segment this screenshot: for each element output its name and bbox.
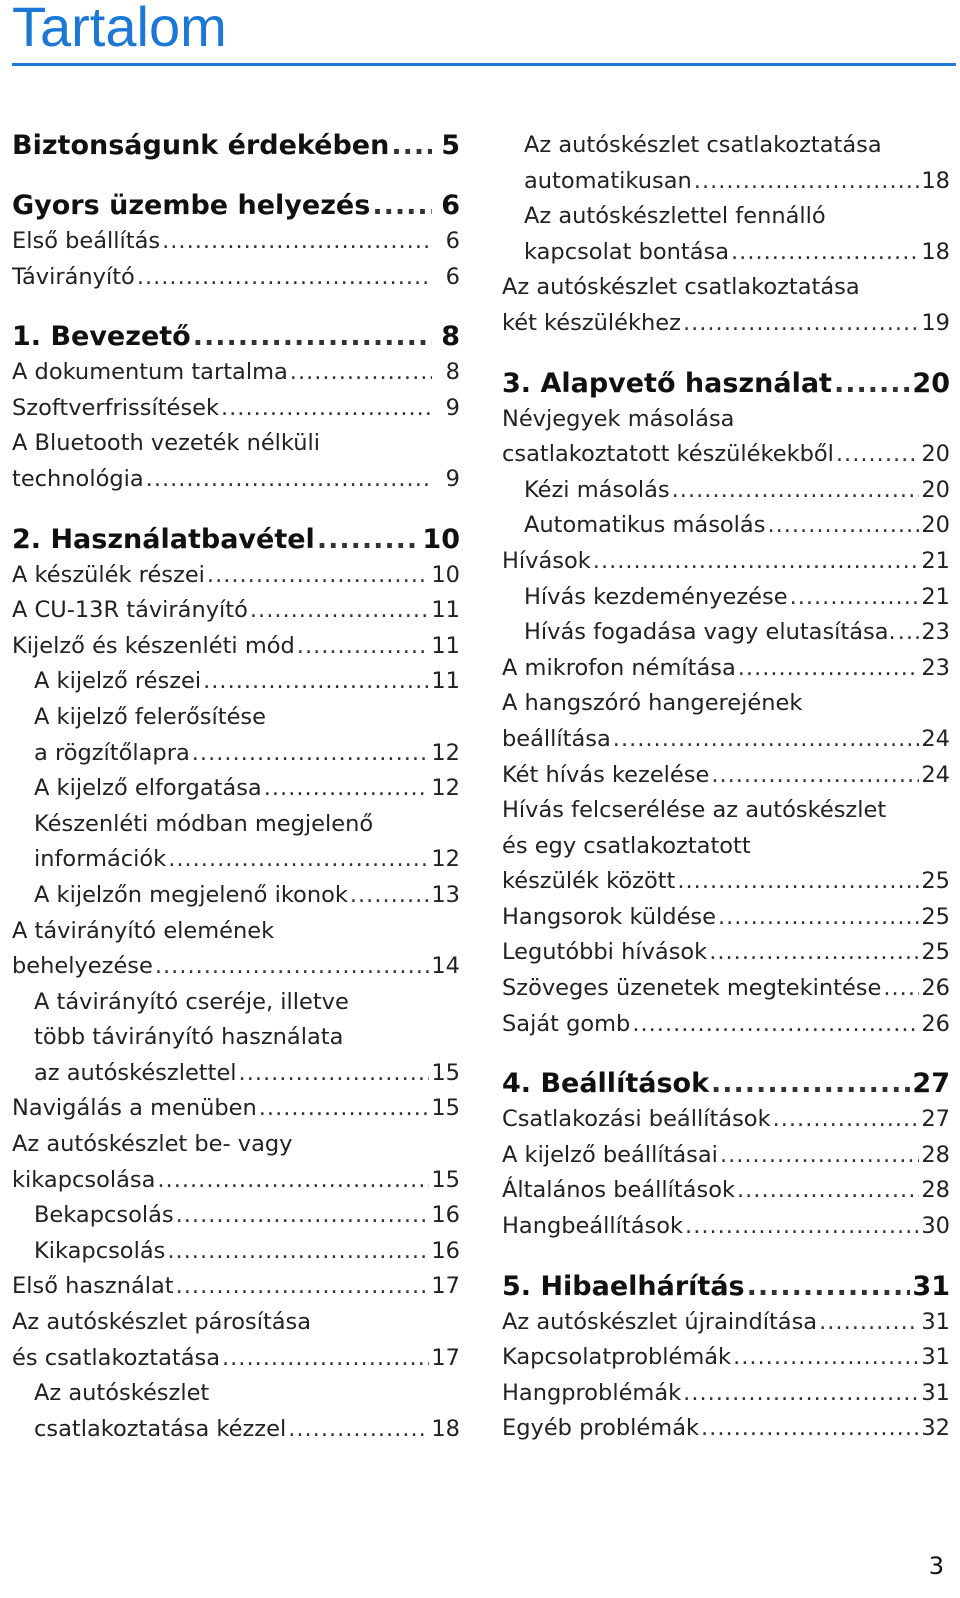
dot-leader bbox=[767, 508, 919, 544]
toc-entry-elso-hasznalat[interactable] bbox=[12, 1269, 460, 1305]
toc-entry-text-line: Az autóskészlet párosítása bbox=[12, 1309, 312, 1336]
toc-entry-informaciok[interactable] bbox=[12, 807, 460, 878]
toc-entry-keszulek-kozott[interactable] bbox=[502, 793, 950, 900]
toc-page-number: 15 bbox=[431, 1166, 460, 1193]
toc-entry-title: csatlakoztatott készülékekből bbox=[502, 441, 834, 468]
toc-right-column bbox=[502, 128, 950, 1447]
toc-entry-title: A dokumentum tartalma bbox=[12, 359, 288, 386]
toc-entry-text-line: Hívás felcserélése az autóskészlet bbox=[502, 797, 887, 824]
toc-entry-title: 3. Alapvető használat bbox=[502, 367, 832, 399]
toc-page-number: 17 bbox=[431, 1344, 460, 1371]
toc-entry-title: kikapcsolása bbox=[12, 1166, 156, 1193]
toc-page-number: 25 bbox=[921, 939, 950, 966]
toc-entry-title: A készülék részei bbox=[12, 561, 205, 588]
toc-entry-sajat-gomb[interactable] bbox=[502, 1007, 950, 1043]
toc-entry-szoveges-uzenetek-megtekintese[interactable] bbox=[502, 971, 950, 1007]
toc-entry-title: Hívás fogadása vagy elutasítása. bbox=[524, 619, 896, 646]
toc-entry-kezi-masolas[interactable] bbox=[502, 473, 950, 509]
toc-section-3-alapveto-hasznalat[interactable] bbox=[502, 366, 950, 402]
toc-entry-title: Első használat bbox=[12, 1273, 174, 1300]
toc-entry-title: Hangsorok küldése bbox=[502, 903, 716, 930]
toc-page-number: 23 bbox=[921, 654, 950, 681]
toc-entry-a-kijelzo-reszei[interactable] bbox=[12, 664, 460, 700]
dot-leader bbox=[207, 558, 429, 594]
dot-leader bbox=[711, 1066, 910, 1102]
toc-entry-behelyezese[interactable] bbox=[12, 914, 460, 985]
toc-entry-title: Automatikus másolás bbox=[524, 512, 766, 539]
dot-leader bbox=[391, 128, 432, 164]
dot-leader bbox=[221, 391, 432, 427]
dot-leader bbox=[288, 1412, 429, 1448]
toc-entry-title: A kijelzőn megjelenő ikonok bbox=[34, 881, 348, 908]
page-title: Tartalom bbox=[12, 0, 227, 58]
toc-section-biztonsagunk-erdekeben[interactable] bbox=[12, 128, 460, 164]
toc-entry-title: Szoftverfrissítések bbox=[12, 394, 219, 421]
toc-entry-title: Az autóskészlet újraindítása bbox=[502, 1308, 818, 1335]
toc-entry-egyeb-problemak[interactable] bbox=[502, 1411, 950, 1447]
toc-entry-title: Egyéb problémák bbox=[502, 1415, 700, 1442]
toc-section-gyors-uzembe-helyezes[interactable] bbox=[12, 188, 460, 224]
toc-page-number: 5 bbox=[441, 130, 460, 161]
toc-entry-title: A kijelző beállításai bbox=[502, 1141, 718, 1168]
dot-leader bbox=[683, 1376, 919, 1412]
toc-page-number: 28 bbox=[921, 1177, 950, 1204]
toc-page-number: 31 bbox=[921, 1308, 950, 1335]
toc-entry-title: Szöveges üzenetek megtekintése bbox=[502, 975, 882, 1002]
dot-leader bbox=[157, 1163, 429, 1199]
toc-entry-title: technológia bbox=[12, 465, 144, 492]
toc-page-number: 8 bbox=[441, 321, 460, 353]
dot-leader bbox=[738, 651, 920, 687]
dot-leader bbox=[297, 629, 430, 665]
toc-entry-title: beállítása bbox=[502, 725, 611, 752]
dot-leader bbox=[898, 615, 920, 651]
toc-entry-title: behelyezése bbox=[12, 953, 153, 980]
dot-leader bbox=[733, 1340, 919, 1376]
toc-entry-elso-beallitas[interactable] bbox=[12, 224, 460, 260]
toc-page-number: 23 bbox=[921, 619, 950, 646]
toc-page-number: 6 bbox=[445, 228, 460, 254]
dot-leader bbox=[632, 1007, 919, 1043]
toc-page-number: 10 bbox=[422, 523, 460, 555]
toc-entry-a-dokumentum-tartalma[interactable] bbox=[12, 355, 460, 391]
toc-entry-csatlakoztatasa-kezzel[interactable] bbox=[12, 1376, 460, 1447]
toc-entry-navigalas-a-menuben[interactable] bbox=[12, 1091, 460, 1127]
dot-leader bbox=[718, 900, 919, 936]
toc-entry-title: Kézi másolás bbox=[524, 476, 670, 503]
toc-page-number: 12 bbox=[431, 846, 460, 873]
dot-leader bbox=[672, 473, 920, 509]
dot-leader bbox=[259, 1091, 430, 1127]
toc-entry-title: az autóskészlettel bbox=[34, 1059, 237, 1086]
toc-entry-hangsorok-kuldese[interactable] bbox=[502, 900, 950, 936]
toc-page-number: 20 bbox=[921, 441, 950, 468]
toc-section-2-hasznalatbavetel[interactable] bbox=[12, 522, 460, 558]
dot-leader bbox=[162, 224, 432, 260]
dot-leader bbox=[317, 522, 421, 558]
toc-entry-a-kijelzon-megjeleno-ikonok[interactable] bbox=[12, 878, 460, 914]
toc-entry-title: két készülékhez bbox=[502, 309, 681, 336]
toc-entry-title: A mikrofon némítása bbox=[502, 654, 736, 681]
toc-page-number: 20 bbox=[912, 367, 950, 399]
toc-page-number: 12 bbox=[431, 775, 460, 802]
toc-page-number: 11 bbox=[431, 597, 460, 624]
toc-entry-title: Két hívás kezelése bbox=[502, 761, 710, 788]
toc-entry-title: Legutóbbi hívások bbox=[502, 939, 708, 966]
toc-page-number: 31 bbox=[912, 1270, 950, 1302]
page-number: 3 bbox=[928, 1552, 944, 1580]
toc-entry-text-line: Névjegyek másolása bbox=[502, 405, 735, 432]
dot-leader bbox=[264, 771, 430, 807]
toc-entry-title: Gyors üzembe helyezés bbox=[12, 190, 371, 221]
dot-leader bbox=[193, 319, 432, 355]
toc-entry-title: Kijelző és készenléti mód bbox=[12, 632, 295, 659]
toc-entry-kikapcsolas[interactable] bbox=[12, 1234, 460, 1270]
dot-leader bbox=[747, 1269, 911, 1305]
dot-leader bbox=[146, 462, 432, 498]
toc-entry-text-line: Az autóskészlet csatlakoztatása bbox=[502, 274, 860, 301]
toc-entry-title: Navigálás a menüben bbox=[12, 1095, 257, 1122]
dot-leader bbox=[168, 842, 429, 878]
toc-entry-title: A CU-13R távirányító bbox=[12, 597, 248, 624]
toc-entry-title: Első beállítás bbox=[12, 228, 161, 254]
toc-entry-title: csatlakoztatása kézzel bbox=[34, 1415, 287, 1442]
toc-entry-a-mikrofon-nemitasa[interactable] bbox=[502, 651, 950, 687]
toc-page-number: 26 bbox=[921, 1010, 950, 1037]
dot-leader bbox=[290, 355, 432, 391]
toc-entry-text-line: A hangszóró hangerejének bbox=[502, 690, 803, 717]
toc-page-number: 17 bbox=[431, 1273, 460, 1300]
dot-leader bbox=[239, 1056, 430, 1092]
dot-leader bbox=[372, 188, 432, 224]
dot-leader bbox=[176, 1198, 430, 1234]
dot-leader bbox=[790, 580, 920, 616]
toc-entry-title: A kijelző részei bbox=[34, 668, 202, 695]
toc-entry-text-line: és egy csatlakoztatott bbox=[502, 832, 751, 859]
toc-entry-title: Távirányító bbox=[12, 263, 135, 290]
toc-entry-title: Hívás kezdeményezése bbox=[524, 583, 788, 610]
toc-entry-title: kapcsolat bontása bbox=[524, 238, 730, 265]
toc-page-number: 18 bbox=[921, 167, 950, 194]
toc-page-number: 15 bbox=[431, 1059, 460, 1086]
toc-entry-title: Kikapcsolás bbox=[34, 1237, 166, 1264]
dot-leader bbox=[711, 758, 919, 794]
toc-entry-title: 5. Hibaelhárítás bbox=[502, 1270, 745, 1302]
toc-entry-a-kijelzo-beallitasai[interactable] bbox=[502, 1138, 950, 1174]
toc-entry-text-line: Készenléti módban megjelenő bbox=[34, 810, 374, 837]
toc-page-number: 13 bbox=[431, 881, 460, 908]
toc-entry-title: 4. Beállítások bbox=[502, 1068, 710, 1100]
toc-page-number: 27 bbox=[921, 1106, 950, 1133]
toc-entry-title: Hívások bbox=[502, 547, 591, 574]
toc-entry-title: Bekapcsolás bbox=[34, 1202, 174, 1229]
toc-page-number: 25 bbox=[921, 903, 950, 930]
toc-entry-es-csatlakoztatasa[interactable] bbox=[12, 1305, 460, 1376]
toc-page-number: 14 bbox=[431, 953, 460, 980]
toc-page-number: 26 bbox=[921, 975, 950, 1002]
toc-entry-a-rogzitolapra[interactable] bbox=[12, 700, 460, 771]
toc-entry-hangproblemak[interactable] bbox=[502, 1376, 950, 1412]
dot-leader bbox=[694, 164, 920, 200]
toc-page-number: 6 bbox=[445, 263, 460, 290]
toc-entry-kapcsolatproblemak[interactable] bbox=[502, 1340, 950, 1376]
toc-page-number: 21 bbox=[921, 547, 950, 574]
toc-page-number: 31 bbox=[921, 1344, 950, 1371]
dot-leader bbox=[883, 971, 919, 1007]
toc-entry-title: Kapcsolatproblémák bbox=[502, 1344, 732, 1371]
toc-page-number: 30 bbox=[921, 1213, 950, 1240]
toc-entry-text-line: A távirányító cseréje, illetve bbox=[34, 988, 349, 1015]
toc-entry-ket-keszulekhez[interactable] bbox=[502, 270, 950, 341]
toc-entry-text-line: A távirányító elemének bbox=[12, 917, 275, 944]
dot-leader bbox=[685, 1209, 919, 1245]
dot-leader bbox=[701, 1411, 919, 1447]
toc-entry-a-kijelzo-elforgatasa[interactable] bbox=[12, 771, 460, 807]
dot-leader bbox=[731, 235, 919, 271]
toc-entry-title: készülék között bbox=[502, 868, 676, 895]
dot-leader bbox=[720, 1138, 919, 1174]
toc-entry-title: 1. Bevezető bbox=[12, 321, 191, 353]
toc-entry-altalanos-beallitasok[interactable] bbox=[502, 1173, 950, 1209]
title-divider bbox=[12, 63, 956, 66]
toc-entry-automatikusan[interactable] bbox=[502, 128, 950, 199]
toc-page-number: 11 bbox=[431, 668, 460, 695]
toc-page-number: 18 bbox=[431, 1415, 460, 1442]
dot-leader bbox=[613, 722, 920, 758]
toc-page-number: 28 bbox=[921, 1141, 950, 1168]
dot-leader bbox=[737, 1173, 919, 1209]
toc-page-number: 20 bbox=[921, 512, 950, 539]
toc-entry-az-autoskeszlettel[interactable] bbox=[12, 985, 460, 1092]
toc-entry-title: Biztonságunk érdekében bbox=[12, 130, 390, 161]
toc-page-number: 32 bbox=[921, 1415, 950, 1442]
toc-page-number: 20 bbox=[921, 476, 950, 503]
toc-entry-az-autoskeszlet-ujrainditasa[interactable] bbox=[502, 1305, 950, 1341]
dot-leader bbox=[773, 1102, 920, 1138]
toc-page-number: 15 bbox=[431, 1095, 460, 1122]
toc-page-number: 25 bbox=[921, 868, 950, 895]
toc-page-number: 31 bbox=[921, 1379, 950, 1406]
toc-entry-title: Általános beállítások bbox=[502, 1177, 735, 1204]
toc-entry-text-line: Az autóskészlettel fennálló bbox=[524, 203, 826, 230]
toc-entry-a-keszulek-reszei[interactable] bbox=[12, 558, 460, 594]
dot-leader bbox=[137, 260, 432, 296]
toc-entry-legutobbi-hivasok[interactable] bbox=[502, 935, 950, 971]
toc-entry-a-cu-13r-taviranyito[interactable] bbox=[12, 593, 460, 629]
toc-entry-csatlakoztatott-keszulekekbol[interactable] bbox=[502, 402, 950, 473]
dot-leader bbox=[677, 864, 919, 900]
dot-leader bbox=[709, 935, 919, 971]
dot-leader bbox=[593, 544, 920, 580]
toc-entry-csatlakozasi-beallitasok[interactable] bbox=[502, 1102, 950, 1138]
toc-page-number: 12 bbox=[431, 739, 460, 766]
toc-page-number: 16 bbox=[431, 1237, 460, 1264]
toc-entry-text-line: több távirányító használata bbox=[34, 1024, 344, 1051]
toc-section-1-bevezeto[interactable] bbox=[12, 319, 460, 355]
toc-entry-title: A kijelző elforgatása bbox=[34, 775, 262, 802]
toc-entry-hivas-fogadasa-vagy-elutasitasa[interactable] bbox=[502, 615, 950, 651]
toc-entry-title: Hangbeállítások bbox=[502, 1213, 684, 1240]
toc-page-number: 19 bbox=[921, 309, 950, 336]
toc-entry-bekapcsolas[interactable] bbox=[12, 1198, 460, 1234]
dot-leader bbox=[350, 878, 429, 914]
toc-entry-title: Hangproblémák bbox=[502, 1379, 682, 1406]
toc-page-number: 10 bbox=[431, 561, 460, 588]
toc-entry-title: és csatlakoztatása bbox=[12, 1344, 220, 1371]
toc-section-5-hibaelharitas[interactable] bbox=[502, 1269, 950, 1305]
dot-leader bbox=[155, 949, 430, 985]
toc-entry-hangbeallitasok[interactable] bbox=[502, 1209, 950, 1245]
toc-entry-text-line: A kijelző felerősítése bbox=[34, 703, 266, 730]
toc-page-number: 24 bbox=[921, 761, 950, 788]
toc-page-number: 8 bbox=[445, 359, 460, 386]
toc-entry-technologia[interactable] bbox=[12, 426, 460, 497]
toc-page-number: 24 bbox=[921, 725, 950, 752]
dot-leader bbox=[683, 306, 919, 342]
toc-entry-kapcsolat-bontasa[interactable] bbox=[502, 199, 950, 270]
toc-page-number: 9 bbox=[445, 394, 460, 421]
toc-page-number: 9 bbox=[445, 465, 460, 492]
dot-leader bbox=[250, 593, 429, 629]
toc-entry-automatikus-masolas[interactable] bbox=[502, 508, 950, 544]
toc-left-column bbox=[12, 128, 460, 1447]
dot-leader bbox=[836, 437, 919, 473]
toc-entry-kikapcsolasa[interactable] bbox=[12, 1127, 460, 1198]
toc-entry-text-line: Az autóskészlet be- vagy bbox=[12, 1131, 293, 1158]
toc-entry-text-line: A Bluetooth vezeték nélküli bbox=[12, 430, 321, 457]
toc-entry-text-line: Az autóskészlet csatlakoztatása bbox=[524, 132, 882, 158]
dot-leader bbox=[203, 664, 429, 700]
toc-entry-hivasok[interactable] bbox=[502, 544, 950, 580]
toc-page-number: 11 bbox=[431, 632, 460, 659]
toc-section-4-beallitasok[interactable] bbox=[502, 1066, 950, 1102]
toc-page-number: 6 bbox=[441, 190, 460, 221]
toc-entry-ket-hivas-kezelese[interactable] bbox=[502, 758, 950, 794]
toc-entry-szoftverfrissitesek[interactable] bbox=[12, 391, 460, 427]
toc-entry-kijelzo-es-keszenleti-mod[interactable] bbox=[12, 629, 460, 665]
toc-entry-title: információk bbox=[34, 846, 167, 873]
toc-page-number: 16 bbox=[431, 1202, 460, 1229]
dot-leader bbox=[222, 1341, 429, 1377]
toc-entry-title: a rögzítőlapra bbox=[34, 739, 190, 766]
dot-leader bbox=[192, 736, 430, 772]
dot-leader bbox=[834, 366, 910, 402]
toc-entry-hivas-kezdemenyezese[interactable] bbox=[502, 580, 950, 616]
toc-page-number: 27 bbox=[912, 1068, 950, 1100]
dot-leader bbox=[167, 1234, 429, 1270]
toc-entry-title: automatikusan bbox=[524, 167, 692, 194]
dot-leader bbox=[819, 1305, 919, 1341]
toc-entry-text-line: Az autóskészlet bbox=[34, 1380, 210, 1407]
toc-entry-title: Csatlakozási beállítások bbox=[502, 1106, 771, 1133]
toc-page-number: 18 bbox=[921, 238, 950, 265]
toc-entry-title: Saját gomb bbox=[502, 1010, 631, 1037]
dot-leader bbox=[176, 1269, 430, 1305]
toc-entry-title: 2. Használatbavétel bbox=[12, 523, 315, 555]
toc-entry-beallitasa[interactable] bbox=[502, 686, 950, 757]
toc-entry-taviranyito[interactable] bbox=[12, 260, 460, 296]
toc-page-number: 21 bbox=[921, 583, 950, 610]
